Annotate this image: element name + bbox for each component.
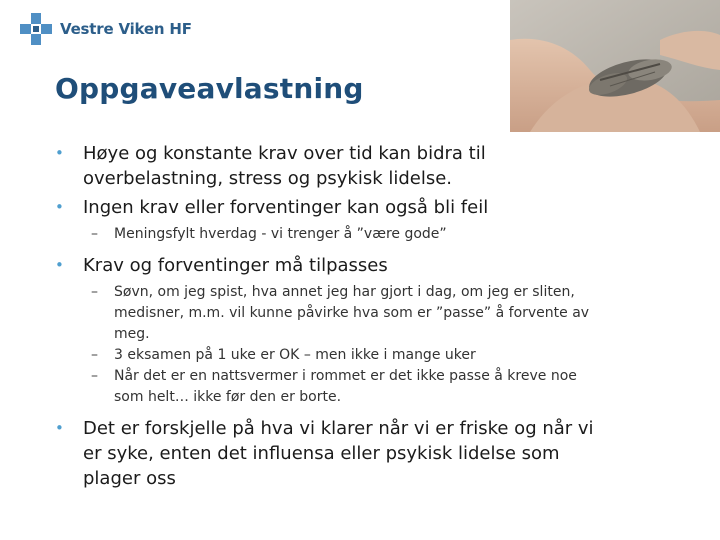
sub-bullet-line: Når det er en nattsvermer i rommet er det ikke passe å kreve noe bbox=[114, 368, 577, 384]
sub-bullet-line: som helt… ikke før den er borte. bbox=[114, 389, 342, 405]
bullet-icon: • bbox=[55, 198, 64, 216]
bullet-icon: • bbox=[55, 419, 64, 437]
sub-bullet-item bbox=[55, 345, 675, 366]
bullet-text-line: Krav og forventinger må tilpasses bbox=[83, 255, 388, 276]
bullet-icon: • bbox=[55, 256, 64, 274]
sub-list bbox=[55, 282, 675, 408]
bullet-text-line: overbelastning, stress og psykisk lidelse. bbox=[83, 168, 453, 189]
dash-icon: – bbox=[91, 226, 98, 242]
sub-bullet-line: Meningsfylt hverdag - vi trenger å ”være gode” bbox=[114, 226, 447, 242]
sub-bullet-item bbox=[55, 282, 675, 345]
sub-bullet-line: meg. bbox=[114, 326, 150, 342]
bullet-text-line: plager oss bbox=[83, 468, 176, 489]
sub-bullet-line: 3 eksamen på 1 uke er OK – men ikke i mange uker bbox=[114, 347, 476, 363]
page-title: Oppgaveavlastning bbox=[55, 72, 364, 105]
bullet-text-line: er syke, enten det influensa eller psykisk lidelse som bbox=[83, 443, 560, 464]
sub-list bbox=[55, 224, 675, 245]
sub-bullet-item bbox=[55, 366, 675, 408]
bullet-text-line: Ingen krav eller forventinger kan også bli feil bbox=[83, 197, 489, 218]
cross-icon bbox=[20, 13, 52, 45]
bullet-item bbox=[55, 253, 675, 278]
dash-icon: – bbox=[91, 284, 98, 300]
sub-bullet-line: medisner, m.m. vil kunne påvirke hva som er ”passe” å forvente av bbox=[114, 305, 590, 321]
logo bbox=[20, 13, 192, 45]
logo-text: Vestre Viken HF bbox=[60, 20, 192, 38]
bullet-item bbox=[55, 195, 675, 220]
bullet-list bbox=[55, 141, 675, 495]
dash-icon: – bbox=[91, 368, 98, 384]
dash-icon: – bbox=[91, 347, 98, 363]
bullet-icon: • bbox=[55, 144, 64, 162]
sub-bullet-item bbox=[55, 224, 675, 245]
bullet-text-line: Det er forskjelle på hva vi klarer når vi er friske og når vi bbox=[83, 418, 594, 439]
bullet-item bbox=[55, 416, 675, 491]
sub-bullet-line: Søvn, om jeg spist, hva annet jeg har gjort i dag, om jeg er sliten, bbox=[114, 284, 575, 300]
bullet-item bbox=[55, 141, 675, 191]
moth-photo bbox=[510, 0, 720, 132]
bullet-text-line: Høye og konstante krav over tid kan bidra til bbox=[83, 143, 486, 164]
